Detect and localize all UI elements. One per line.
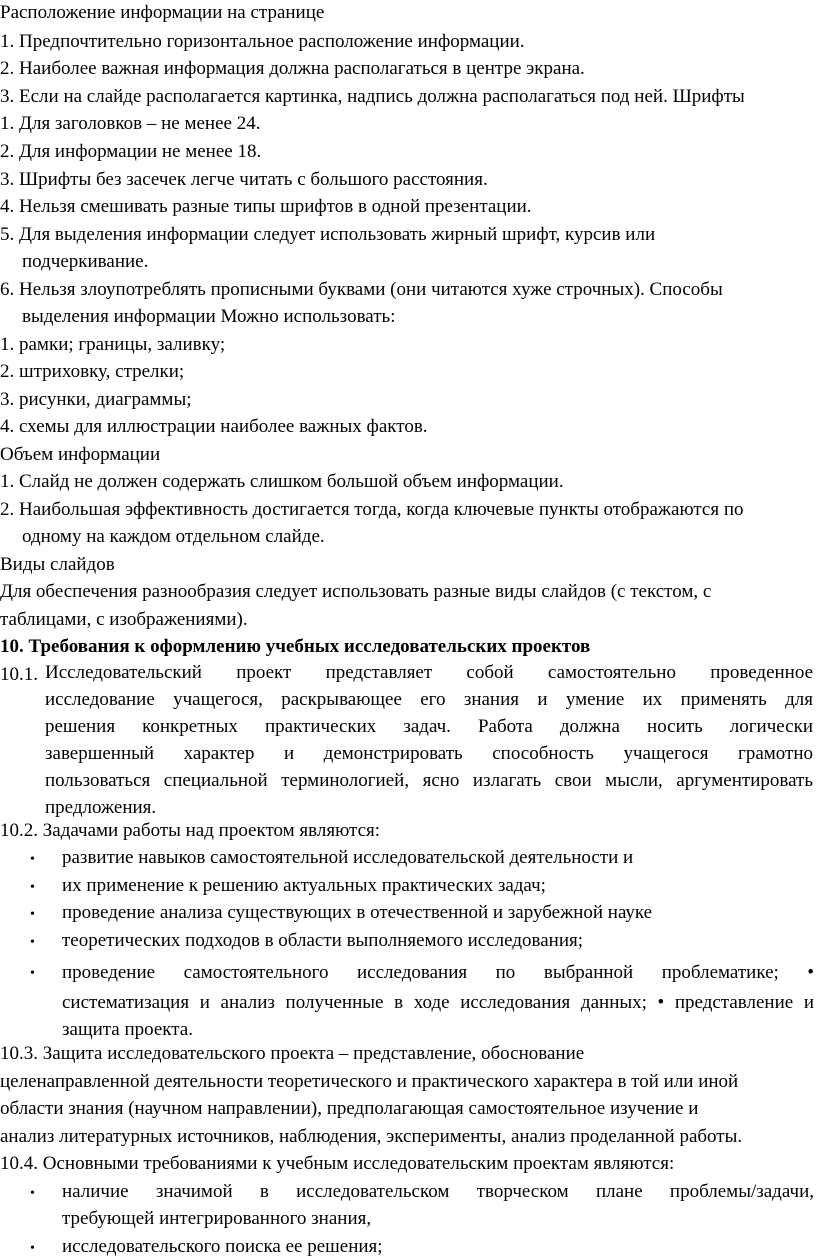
bullet-item: развитие навыков самостоятельной исследовательской деятельности и [62, 847, 634, 868]
text-line: 2. Наиболее важная информация должна располагаться в центре экрана. [0, 58, 585, 79]
heading-volume: Объем информации [0, 444, 161, 465]
text-line: 3. Если на слайде располагается картинка, надпись должна располагаться под ней. Шрифты [0, 86, 745, 107]
paragraph-row: решения конкретных практических задач. Работа должна носить логически [45, 716, 813, 737]
text-line: целенаправленной деятельности теоретического и практического характера в той или иной [0, 1071, 739, 1092]
text-line: анализ литературных источников, наблюдения, эксперименты, анализ проделанной работы. [0, 1126, 743, 1147]
paragraph-row: завершенный характер и демонстрировать способность учащегося грамотно [45, 743, 813, 764]
paragraph-number: 10.1. [0, 664, 38, 685]
paragraph-10-2: 10.2. Задачами работы над проектом являются: [0, 820, 381, 841]
paragraph-row: исследование учащегося, раскрывающее его знания и умение их применять для [45, 689, 813, 710]
bullet-item: проведение анализа существующих в отечественной и зарубежной науке [62, 902, 653, 923]
text-line: 1. Предпочтительно горизонтальное расположение информации. [0, 31, 525, 52]
bullet-marker: • [30, 907, 35, 922]
text-line-continuation: выделения информации Можно использовать: [22, 306, 396, 327]
bullet-marker: • [30, 935, 35, 950]
text-line: 3. рисунки, диаграммы; [0, 389, 192, 410]
paragraph-row: Исследовательский проект представляет собой самостоятельно проведенное [45, 662, 813, 683]
text-line: 4. схемы для иллюстрации наиболее важных фактов. [0, 416, 428, 437]
bullet-item: теоретических подходов в области выполняемого исследования; [62, 930, 584, 951]
text-line: 3. Шрифты без засечек легче читать с большого расстояния. [0, 169, 488, 190]
bullet-marker: • [30, 1186, 35, 1201]
text-line: 2. штриховку, стрелки; [0, 361, 185, 382]
text-line: 4. Нельзя смешивать разные типы шрифтов в одной презентации. [0, 196, 532, 217]
text-line: таблицами, с изображениями). [0, 609, 248, 630]
bullet-row: требующей интегрированного знания, [62, 1208, 372, 1229]
bullet-item-multiline [62, 957, 814, 1043]
bullet-item-multiline [62, 1178, 814, 1232]
paragraph-row: предложения. [45, 797, 157, 818]
text-line: области знания (научном направлении), предполагающая самостоятельное изучение и [0, 1098, 699, 1119]
text-line: 6. Нельзя злоупотреблять прописными буквами (они читаются хуже строчных). Способы [0, 279, 723, 300]
bullet-item: исследовательского поиска ее решения; [62, 1236, 383, 1257]
paragraph-10-3: 10.3. Защита исследовательского проекта – представление, обоснование [0, 1043, 585, 1064]
paragraph-10-1 [45, 659, 813, 821]
bullet-marker: • [30, 852, 35, 867]
bullet-marker: • [30, 1241, 35, 1256]
text-line: 1. рамки; границы, заливку; [0, 334, 226, 355]
bullet-row: систематизация и анализ полученные в ходе исследования данных; • представление и [62, 992, 814, 1013]
bullet-row: наличие значимой в исследовательском творческом плане проблемы/задачи, [62, 1181, 814, 1202]
text-line-continuation: подчеркивание. [22, 251, 149, 272]
heading-placement: Расположение информации на странице [0, 2, 325, 23]
bullet-row: защита проекта. [62, 1019, 193, 1040]
text-line: 1. Слайд не должен содержать слишком большой объем информации. [0, 471, 564, 492]
text-line: Для обеспечения разнообразия следует использовать разные виды слайдов (с текстом, с [0, 581, 712, 602]
bullet-row: проведение самостоятельного исследования по выбранной проблематике; • [62, 962, 814, 983]
text-line-continuation: одному на каждом отдельном слайде. [22, 526, 325, 547]
text-line: 2. Для информации не менее 18. [0, 141, 262, 162]
bullet-marker: • [30, 880, 35, 895]
paragraph-row: пользоваться специальной терминологией, ясно излагать свои мысли, аргументировать [45, 770, 813, 791]
text-line: 5. Для выделения информации следует использовать жирный шрифт, курсив или [0, 224, 656, 245]
text-line: 1. Для заголовков – не менее 24. [0, 113, 261, 134]
heading-slide-types: Виды слайдов [0, 554, 115, 575]
section-heading: 10. Требования к оформлению учебных исследовательских проектов [0, 636, 591, 657]
bullet-marker: • [30, 966, 35, 981]
paragraph-10-4: 10.4. Основными требованиями к учебным исследовательским проектам являются: [0, 1153, 675, 1174]
bullet-item: их применение к решению актуальных практических задач; [62, 875, 546, 896]
text-line: 2. Наибольшая эффективность достигается тогда, когда ключевые пункты отображаются по [0, 499, 744, 520]
